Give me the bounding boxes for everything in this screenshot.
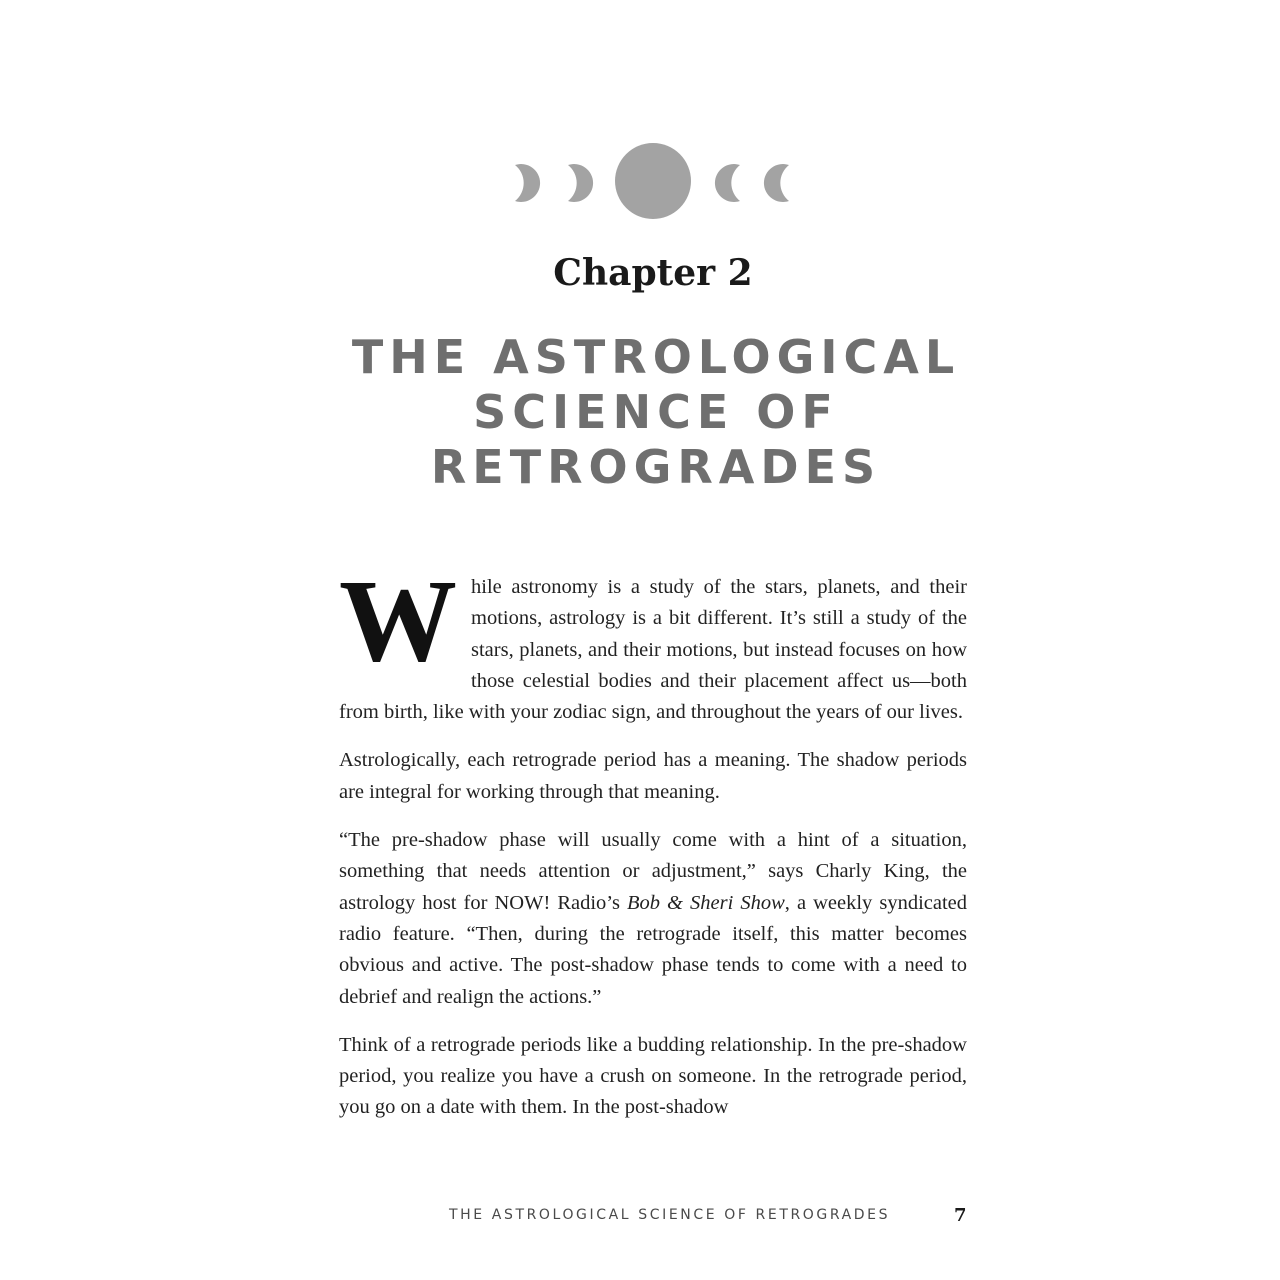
waxing-crescent-icon	[764, 164, 789, 202]
chapter-title-line: THE ASTROLOGICAL	[351, 330, 961, 384]
paragraph-text: hile astronomy is a study of the stars, planets, and their motions, astrology is a bit different. It’s still a study of the stars, planets, and their motions, but instead focuses on how those celestial bodies and their placement affect us—both from birth, like with your zodiac sign, and throughout the years of our lives.	[339, 576, 967, 724]
paragraph-text: , a weekly syndicated radio feature. “Then, during the retrograde itself, this matter becomes obvious and active. The post-shadow phase tends to come with a need to debrief and realign the actions.”	[339, 891, 968, 1008]
waxing-crescent-icon	[715, 164, 740, 202]
show-title: Bob & Sheri Show	[627, 891, 785, 914]
paragraph	[339, 555, 967, 728]
chapter-title	[340, 330, 972, 495]
paragraph: Astrologically, each retrograde period has a meaning. The shadow periods are integral for working through that meaning.	[339, 749, 967, 803]
paragraph-text: “The pre-shadow phase will usually come with a hint of a situation, something that needs attention or adjustment,” says Charly King, the astrology host for NOW! Radio’s	[339, 829, 967, 914]
full-moon-icon	[615, 143, 691, 219]
body-text	[339, 555, 968, 1141]
drop-cap: W	[339, 555, 457, 686]
chapter-title-line: SCIENCE OF	[473, 385, 839, 439]
waning-crescent-icon	[515, 164, 540, 202]
chapter-title-line: RETROGRADES	[430, 440, 882, 494]
page-number: 7	[954, 1205, 967, 1226]
waning-crescent-icon	[568, 164, 593, 202]
paragraph: Think of a retrograde periods like a budding relationship. In the pre-shadow period, you realize you have a crush on someone. In the retrograde period, you go on a date with them. In the post-shadow	[339, 1033, 967, 1119]
chapter-label: Chapter 2	[553, 252, 753, 294]
running-footer: THE ASTROLOGICAL SCIENCE OF RETROGRADES	[449, 1207, 891, 1223]
paragraph	[339, 825, 967, 1013]
moon-phases-ornament	[505, 138, 797, 228]
